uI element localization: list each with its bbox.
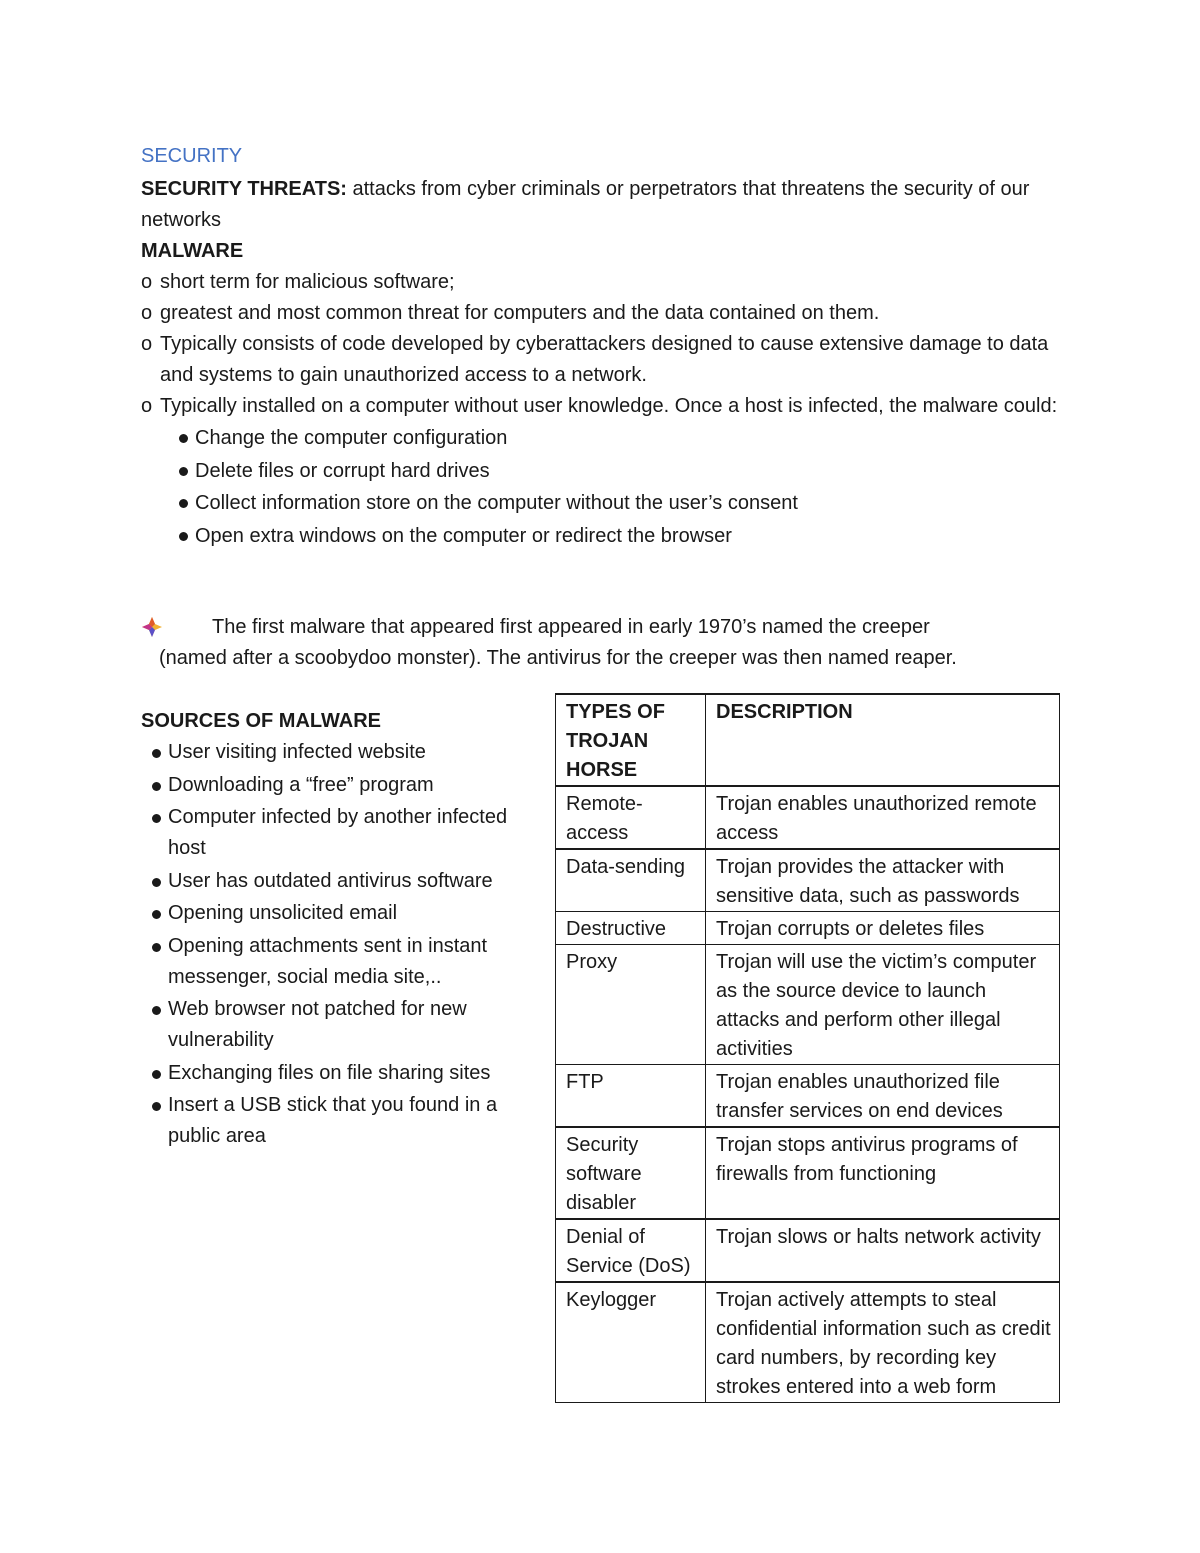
list-item: User has outdated antivirus software — [141, 866, 541, 897]
list-item: o Typically installed on a computer without user knowledge. Once a host is infected, the malware could: — [141, 391, 1061, 422]
column-header-type: TYPES OF TROJAN HORSE — [556, 694, 706, 786]
list-item: Opening unsolicited email — [141, 898, 541, 929]
list-item: o short term for malicious software; — [141, 267, 1061, 298]
bullet-icon — [152, 814, 161, 823]
bullet-icon — [179, 532, 188, 541]
list-item: Insert a USB stick that you found in a public area — [141, 1090, 541, 1152]
trojan-description: Trojan slows or halts network activity — [706, 1219, 1060, 1282]
circle-bullet-icon: o — [141, 302, 153, 324]
malware-effects-list — [141, 422, 1061, 552]
threats-text: attacks from cyber criminals or perpetrators that threatens the security of our networks — [141, 178, 1030, 231]
sources-section — [141, 705, 541, 1154]
trojan-type: Security software disabler — [556, 1127, 706, 1219]
trojan-type: Remote-access — [556, 786, 706, 849]
bullet-icon — [152, 910, 161, 919]
trojan-type: Keylogger — [556, 1282, 706, 1403]
trojan-description: Trojan enables unauthorized file transfer services on end devices — [706, 1065, 1060, 1128]
trojan-description: Trojan corrupts or deletes files — [706, 912, 1060, 945]
bullet-icon — [179, 467, 188, 476]
table-row — [556, 1282, 1060, 1403]
bullet-icon — [179, 499, 188, 508]
list-item: o greatest and most common threat for computers and the data contained on them. — [141, 298, 1061, 329]
trojan-types-table — [555, 693, 1060, 1403]
malware-heading: MALWARE — [141, 240, 244, 262]
note-line-2: (named after a scoobydoo monster). The antivirus for the creeper was then named reaper. — [159, 647, 957, 669]
list-item: Opening attachments sent in instant messenger, social media site,.. — [141, 931, 541, 993]
trojan-description: Trojan provides the attacker with sensitive data, such as passwords — [706, 849, 1060, 912]
trojan-type: Destructive — [556, 912, 706, 945]
trojan-type: FTP — [556, 1065, 706, 1128]
intro-section — [141, 174, 1061, 552]
list-item: o Typically consists of code developed by cyberattackers designed to cause extensive damage to data and systems to gain unauthorized access to a network. — [141, 329, 1061, 391]
table-row — [556, 912, 1060, 945]
list-item: Web browser not patched for new vulnerability — [141, 994, 541, 1056]
table-row — [556, 1127, 1060, 1219]
list-item: Downloading a “free” program — [141, 770, 541, 801]
page-title: SECURITY — [141, 145, 243, 167]
list-item: Collect information store on the computer without the user’s consent — [177, 487, 1061, 520]
sources-list — [141, 737, 541, 1152]
malware-list — [141, 267, 1061, 422]
note-line-1: The first malware that appeared first appeared in early 1970’s named the creeper — [212, 616, 930, 638]
table-row — [556, 1219, 1060, 1282]
trojan-description: Trojan stops antivirus programs of firewalls from functioning — [706, 1127, 1060, 1219]
bullet-icon — [152, 749, 161, 758]
bullet-icon — [152, 782, 161, 791]
trojan-description: Trojan actively attempts to steal confidential information such as credit card numbers, by recording key strokes entered into a web form — [706, 1282, 1060, 1403]
table-row — [556, 1065, 1060, 1128]
creeper-note — [141, 612, 1061, 674]
list-item: Delete files or corrupt hard drives — [177, 455, 1061, 488]
bullet-icon — [152, 1102, 161, 1111]
bullet-icon — [152, 943, 161, 952]
bullet-icon — [152, 1006, 161, 1015]
bullet-icon — [179, 434, 188, 443]
table-row — [556, 945, 1060, 1065]
column-header-description: DESCRIPTION — [706, 694, 1060, 786]
table-row — [556, 786, 1060, 849]
trojan-type: Data-sending — [556, 849, 706, 912]
circle-bullet-icon: o — [141, 333, 153, 355]
list-item: Open extra windows on the computer or redirect the browser — [177, 520, 1061, 553]
circle-bullet-icon: o — [141, 271, 153, 293]
trojan-description: Trojan enables unauthorized remote access — [706, 786, 1060, 849]
arrow-bullet-icon — [141, 616, 163, 638]
list-item: Computer infected by another infected host — [141, 802, 541, 864]
list-item: Exchanging files on file sharing sites — [141, 1058, 541, 1089]
sources-heading: SOURCES OF MALWARE — [141, 710, 382, 732]
threats-label: SECURITY THREATS: — [141, 178, 347, 200]
circle-bullet-icon: o — [141, 395, 153, 417]
threats-definition — [141, 174, 1061, 236]
bullet-icon — [152, 878, 161, 887]
trojan-type: Denial of Service (DoS) — [556, 1219, 706, 1282]
trojan-type: Proxy — [556, 945, 706, 1065]
list-item: User visiting infected website — [141, 737, 541, 768]
table-row — [556, 849, 1060, 912]
bullet-icon — [152, 1070, 161, 1079]
trojan-description: Trojan will use the victim’s computer as the source device to launch attacks and perform other illegal activities — [706, 945, 1060, 1065]
list-item: Change the computer configuration — [177, 422, 1061, 455]
table-header-row — [556, 694, 1060, 786]
